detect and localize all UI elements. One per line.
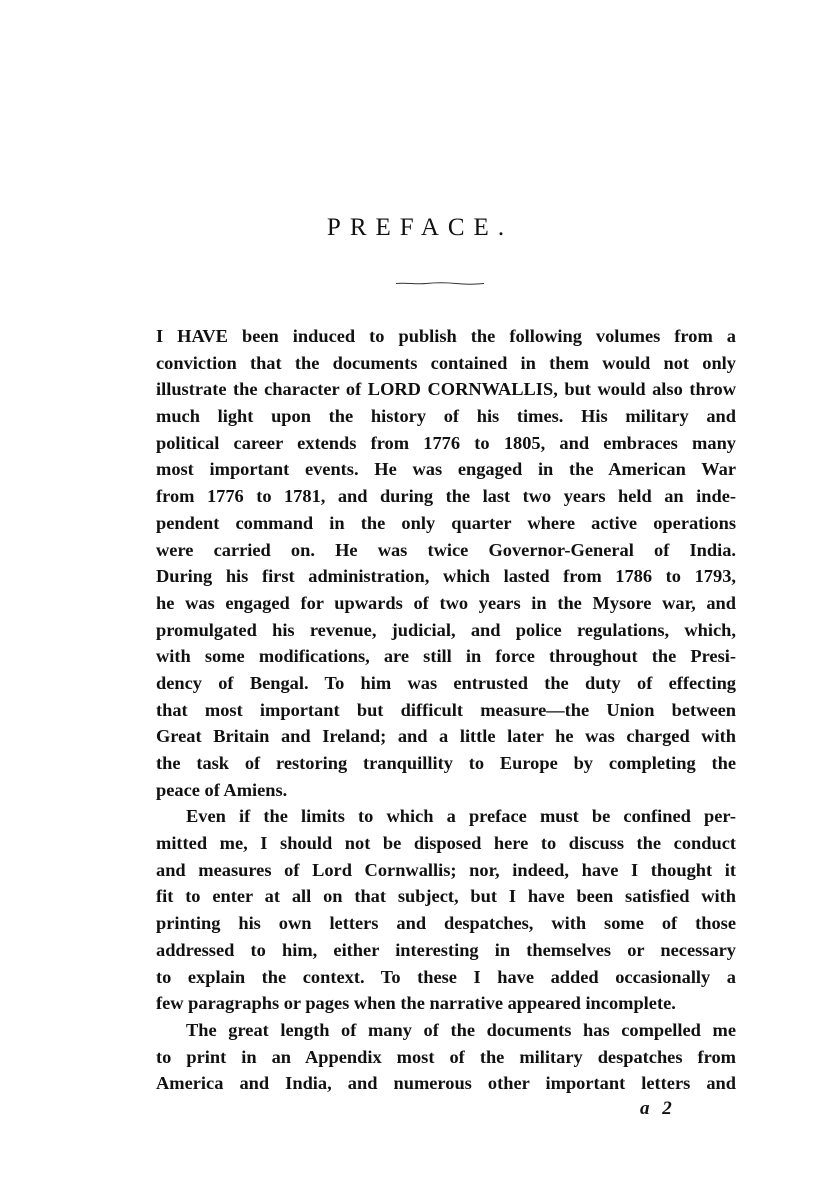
text-line: illustrate the character of LORD CORNWALLIS, but would also throw	[156, 379, 736, 400]
text-line: that most important but difficult measure—the Union between	[156, 699, 736, 720]
text-line: few paragraphs or pages when the narrative appeared incomplete.	[156, 993, 676, 1014]
text-line: much light upon the history of his times. His military and	[156, 406, 736, 427]
text-line: addressed to him, either interesting in themselves or necessary	[156, 939, 736, 960]
text-line: dency of Bengal. To him was entrusted the duty of effecting	[156, 672, 736, 693]
text-line: conviction that the documents contained in them would not only	[156, 352, 736, 373]
text-line: most important events. He was engaged in the American War	[156, 459, 736, 480]
text-line: the task of restoring tranquillity to Europe by completing the	[156, 753, 736, 773]
text-line: promulgated his revenue, judicial, and police regulations, which,	[156, 619, 736, 640]
text-line: and measures of Lord Cornwallis; nor, indeed, have I thought it	[156, 859, 736, 880]
text-line: with some modifications, are still in force throughout the Presi-	[156, 646, 736, 667]
text-line: America and India, and numerous other important letters and	[156, 1073, 736, 1094]
text-line: mitted me, I should not be disposed here to discuss the conduct	[156, 833, 736, 854]
ornamental-rule	[396, 282, 484, 285]
text-line: During his first administration, which lasted from 1786 to 1793,	[156, 566, 736, 587]
text-line: political career extends from 1776 to 1805, and embraces many	[156, 432, 736, 453]
text-line: fit to enter at all on that subject, but I have been satisfied with	[156, 886, 736, 907]
text-line: to explain the context. To these I have added occasionally a	[156, 966, 736, 987]
text-line: he was engaged for upwards of two years in the Mysore war, and	[156, 592, 736, 613]
page-title: PREFACE.	[326, 214, 514, 241]
text-line: peace of Amiens.	[156, 779, 288, 800]
text-line: from 1776 to 1781, and during the last two years held an inde-	[156, 486, 736, 507]
text-line: pendent command in the only quarter where active operations	[156, 512, 736, 533]
text-line: Even if the limits to which a preface must be confined per-	[186, 806, 736, 827]
preface-body	[156, 323, 736, 1097]
text-line: printing his own letters and despatches, with some of those	[156, 913, 736, 934]
text-line: to print in an Appendix most of the military despatches from	[156, 1046, 736, 1067]
text-line: I HAVE been induced to publish the following volumes from a	[156, 326, 736, 346]
text-line: Great Britain and Ireland; and a little later he was charged with	[156, 726, 736, 747]
signature-mark: a 2	[640, 1098, 676, 1119]
text-line: were carried on. He was twice Governor-General of India.	[156, 539, 736, 560]
text-line: The great length of many of the documents has compelled me	[186, 1019, 736, 1040]
